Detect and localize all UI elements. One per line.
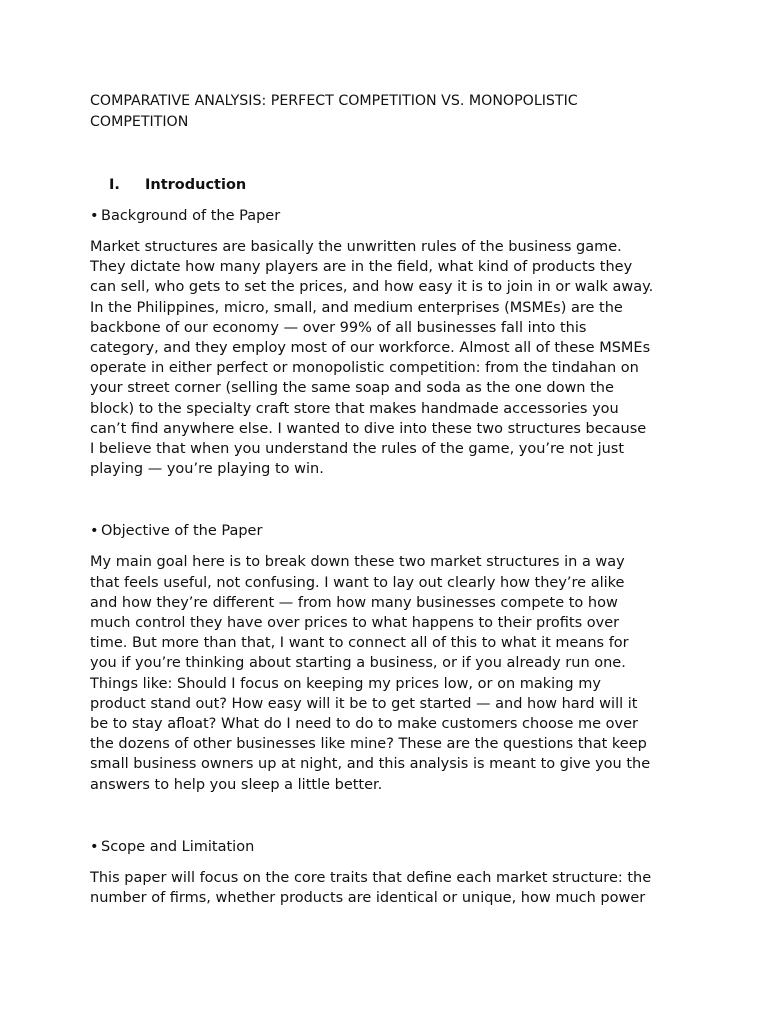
bullet-icon: • <box>90 838 99 855</box>
subsection-label: Background of the Paper <box>101 208 281 224</box>
section-number: I. <box>109 177 120 193</box>
bullet-icon: • <box>90 523 99 540</box>
section-heading <box>109 175 690 196</box>
background-paragraph: Market structures are basically the unwritten rules of the business game. They dictate how many players are in the field, what kind of products they can sell, who gets to set the prices, and how easy it is to join in or walk away. In the Philippines, micro, small, and medium enterprises (MSMEs) are the backbone of our economy — over 99% of all businesses fall into this category, and they employ most of our workforce. Almost all of these MSMEs operate in either perfect or monopolistic competition: from the tindahan on your street corner (selling the same soap and soda as the one down the block) to the specialty craft store that makes handmade accessories you can’t find anywhere else. I wanted to dive into these two structures because I believe that when you understand the rules of the game, you’re not just playing — you’re playing to win. <box>90 239 654 478</box>
subsection-label: Objective of the Paper <box>101 523 263 540</box>
subsection-objective-label <box>90 521 690 541</box>
document-content <box>90 91 690 908</box>
subsection-scope-label <box>90 837 690 857</box>
scope-paragraph: This paper will focus on the core traits that define each market structure: the number of firms, whether products are identical or unique, how much power <box>90 869 652 907</box>
subsection-label: Scope and Limitation <box>101 838 255 855</box>
document-title: COMPARATIVE ANALYSIS: PERFECT COMPETITION VS. MONOPOLISTIC COMPETITION <box>90 93 578 130</box>
subsection-background-label <box>90 206 690 226</box>
objective-paragraph: My main goal here is to break down these two market structures in a way that feels useful, not confusing. I want to lay out clearly how they’re alike and how they’re different — from how many businesses compete to how much control they have over prices to what happens to their profits over time. But more than that, I want to connect all of this to what it means for you if you’re thinking about starting a business, or if you already run one. Things like: Should I focus on keeping my prices low, or on making my product stand out? How easy will it be to get started — and how hard will it be to stay afloat? What do I need to do to make customers choose me over the dozens of other businesses like mine? These are the questions that keep small business owners up at night, and this analysis is meant to give you the answers to help you sleep a little better. <box>90 554 651 793</box>
section-title: Introduction <box>145 177 247 193</box>
bullet-icon: • <box>90 208 99 224</box>
